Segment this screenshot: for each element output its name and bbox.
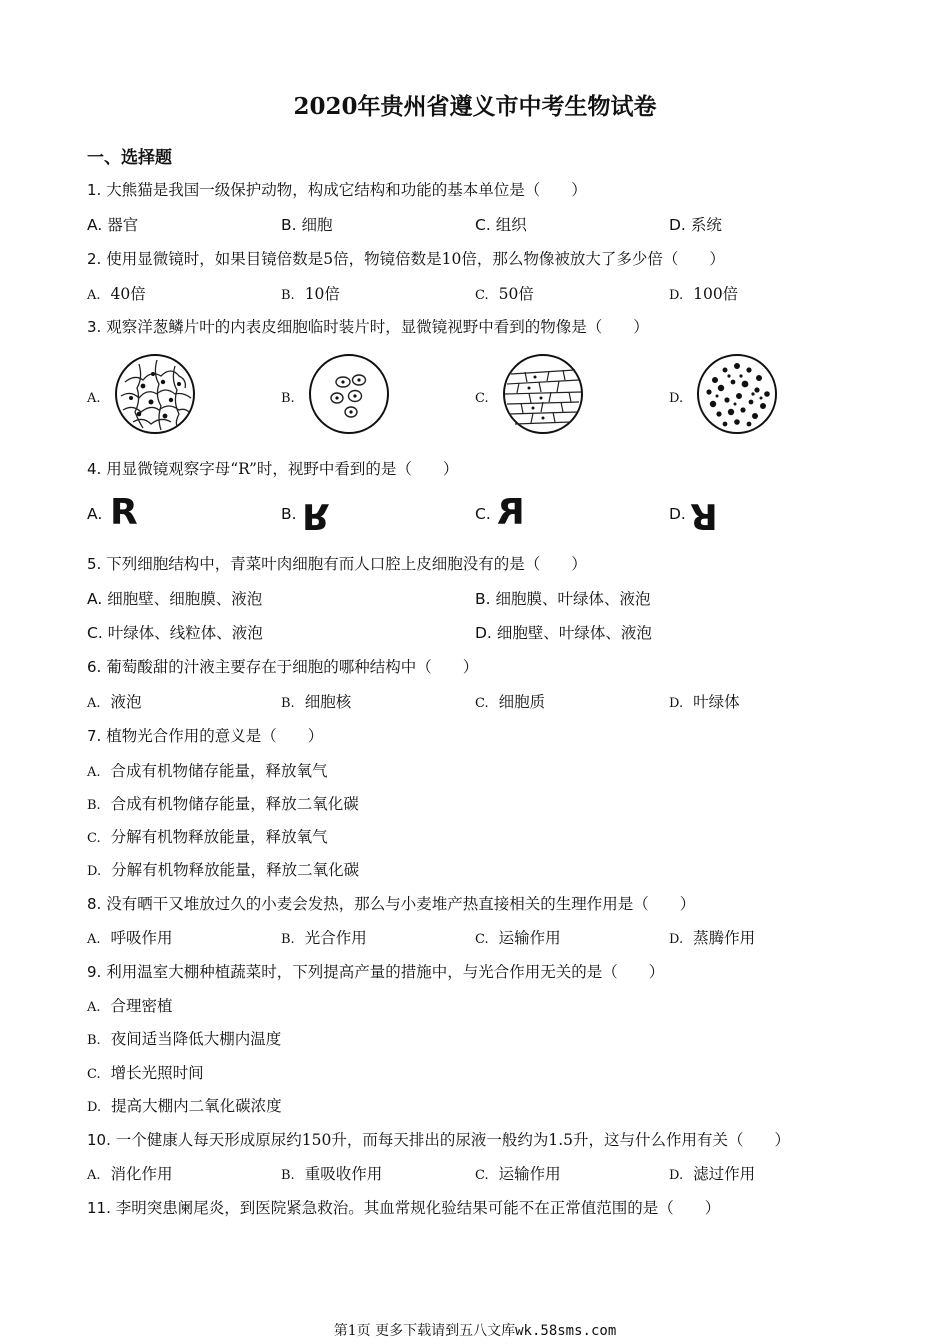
question-text: 下列细胞结构中，青菜叶肉细胞有而人口腔上皮细胞没有的是（ ） [106,555,587,573]
option-a[interactable]: A. [87,391,101,406]
micrograph-round-cells [307,352,391,436]
option-a[interactable]: A. 器官 [87,216,139,234]
question-text: 没有晒干又堆放过久的小麦会发热，那么与小麦堆产热直接相关的生理作用是（ ） [106,895,696,913]
question-text: 观察洋葱鳞片叶的内表皮细胞临时装片时，显微镜视野中看到的物像是（ ） [106,318,649,336]
question-text: 大熊猫是我国一级保护动物，构成它结构和功能的基本单位是（ ） [106,181,587,199]
option-c[interactable]: C. 组织 [475,216,527,234]
question-number: 10. [87,1131,111,1149]
option-d[interactable]: D. 蒸腾作用 [669,929,756,947]
option-d[interactable]: D. 提高大棚内二氧化碳浓度 [87,1097,282,1115]
letter-r-flipped-vertical: R [302,495,330,536]
question-number: 5. [87,555,102,573]
question-number: 11. [87,1199,111,1217]
option-d[interactable]: D. 100倍 [669,285,739,303]
question-text: 一个健康人每天形成原尿约150升，而每天排出的尿液一般约为1.5升，这与什么作用有关（ ） [115,1131,791,1149]
question-number: 9. [87,963,102,981]
option-a[interactable]: A. 40倍 [87,285,146,303]
question-10 [87,1128,790,1150]
question-11 [87,1196,720,1218]
letter-r-mirrored: R [497,492,525,533]
option-b[interactable]: B. 细胞核 [281,693,352,711]
option-a[interactable]: A. 呼吸作用 [87,929,173,947]
option-c[interactable]: C. 分解有机物释放能量，释放氧气 [87,828,328,846]
question-text: 李明突患阑尾炎，到医院紧急救治。其血常规化验结果可能不在正常值范围的是（ ） [115,1199,721,1217]
page-footer [0,1320,950,1340]
question-2 [87,247,725,269]
question-text: 用显微镜观察字母“R”时，视野中看到的是（ ） [106,460,459,478]
micrograph-brick-cells [501,352,585,436]
option-b[interactable]: B. [281,391,295,406]
question-number: 4. [87,460,102,478]
option-b[interactable]: B. 合成有机物储存能量，释放二氧化碳 [87,795,359,813]
option-b[interactable]: B. [281,505,297,523]
option-d[interactable]: D. 系统 [669,216,722,234]
download-promo: 更多下载请到五八文库 [375,1323,516,1339]
question-text: 利用温室大棚种植蔬菜时，下列提高产量的措施中，与光合作用无关的是（ ） [106,963,665,981]
option-c[interactable]: C. 运输作用 [475,1165,561,1183]
option-d[interactable]: D. 分解有机物释放能量，释放二氧化碳 [87,861,360,879]
option-c[interactable]: C. 运输作用 [475,929,561,947]
option-b[interactable]: B. 10倍 [281,285,340,303]
option-c[interactable]: C. 50倍 [475,285,534,303]
option-a[interactable]: A. [87,505,103,523]
option-a[interactable]: A. 细胞壁、细胞膜、液泡 [87,590,263,608]
option-b[interactable]: B. 重吸收作用 [281,1165,383,1183]
option-b[interactable]: B. 细胞 [281,216,333,234]
option-a[interactable]: A. 合理密植 [87,997,173,1015]
option-d[interactable]: D. [669,505,686,523]
option-b[interactable]: B. 夜间适当降低大棚内温度 [87,1030,282,1048]
question-5 [87,552,587,574]
question-4 [87,457,458,479]
option-d[interactable]: D. 细胞壁、叶绿体、液泡 [475,624,652,642]
question-number: 2. [87,250,102,268]
option-a[interactable]: A. 消化作用 [87,1165,173,1183]
option-d[interactable]: D. 叶绿体 [669,693,740,711]
question-number: 8. [87,895,102,913]
question-text: 植物光合作用的意义是（ ） [106,727,324,745]
option-d[interactable]: D. [669,391,684,406]
option-b[interactable]: B. 细胞膜、叶绿体、液泡 [475,590,651,608]
option-c[interactable]: C. [475,391,489,406]
option-a[interactable]: A. 液泡 [87,693,142,711]
section-heading: 一、选择题 [87,148,172,168]
question-number: 6. [87,658,102,676]
option-b[interactable]: B. 光合作用 [281,929,367,947]
option-c[interactable]: C. 细胞质 [475,693,546,711]
option-c[interactable]: C. [475,505,491,523]
letter-r-rotated: R [690,495,718,536]
site-link[interactable]: wk.58sms.com [515,1323,617,1339]
question-number: 7. [87,727,102,745]
option-a[interactable]: A. 合成有机物储存能量，释放氧气 [87,762,328,780]
question-number: 3. [87,318,102,336]
option-c[interactable]: C. 叶绿体、线粒体、液泡 [87,624,263,642]
option-d[interactable]: D. 滤过作用 [669,1165,756,1183]
question-1 [87,178,587,200]
page-number: 第1页 [333,1323,371,1339]
micrograph-dense-dots [695,352,779,436]
question-7 [87,724,323,746]
micrograph-irregular-cells [113,352,197,436]
question-text: 葡萄酸甜的汁液主要存在于细胞的哪种结构中（ ） [106,658,479,676]
question-3 [87,315,649,337]
page-title: 2020年贵州省遵义市中考生物试卷 [293,93,657,120]
option-c[interactable]: C. 增长光照时间 [87,1064,204,1082]
question-number: 1. [87,181,102,199]
question-8 [87,892,695,914]
question-9 [87,960,664,982]
question-6 [87,655,478,677]
question-text: 使用显微镜时，如果目镜倍数是5倍，物镜倍数是10倍，那么物像被放大了多少倍（ ） [106,250,725,268]
letter-r-normal: R [110,492,138,533]
